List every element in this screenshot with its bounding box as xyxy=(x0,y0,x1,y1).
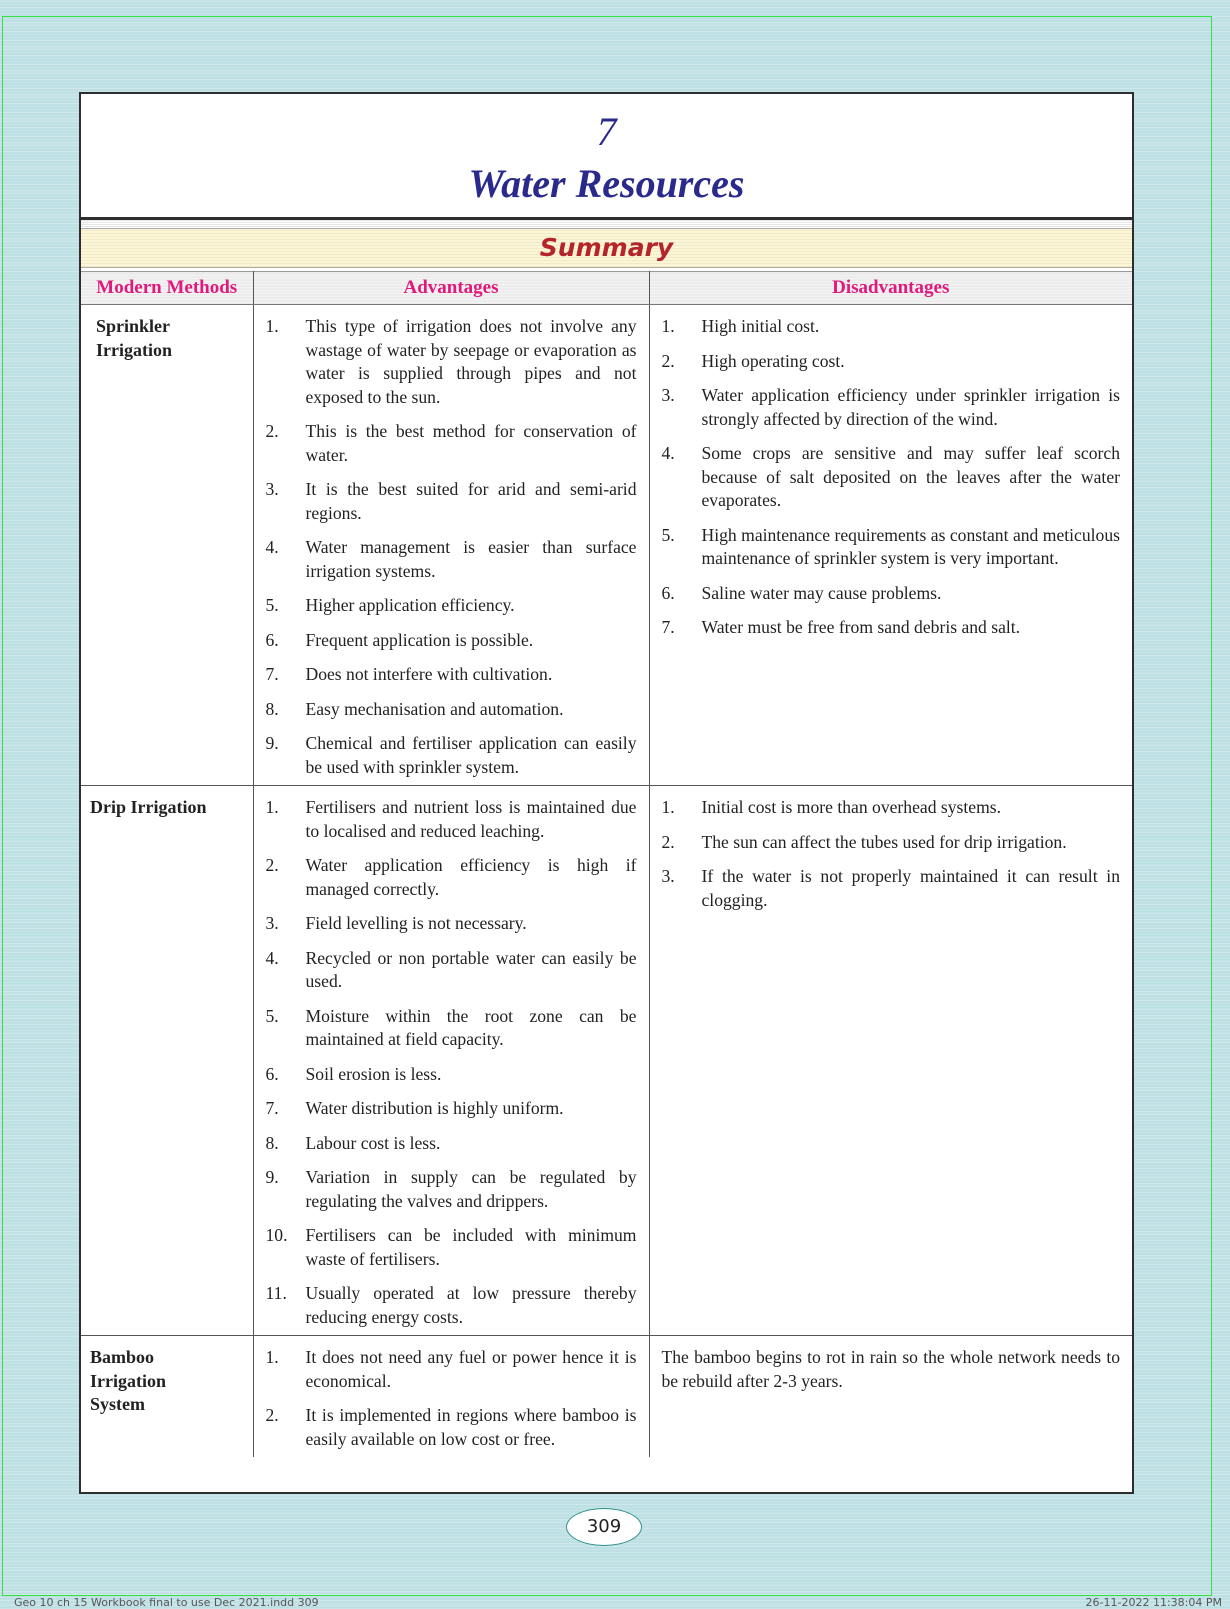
item-text: Does not interfere with cultivation. xyxy=(305,664,553,684)
method-name: Sprinkler Irrigation xyxy=(96,316,172,360)
header-advantages: Advantages xyxy=(253,272,649,305)
footer-file-info: Geo 10 ch 15 Workbook final to use Dec 2021.indd 309 xyxy=(14,1596,319,1609)
advantages-list xyxy=(266,315,637,779)
item-number: 4. xyxy=(265,537,279,557)
item-text: If the water is not properly maintained it can result in clogging. xyxy=(701,866,1120,910)
item-number: 5. xyxy=(265,1005,279,1026)
item-number: 6. xyxy=(661,582,675,603)
header-disadvantages: Disadvantages xyxy=(649,272,1132,305)
chapter-title: Water Resources xyxy=(468,161,745,206)
item-number: 2. xyxy=(661,350,675,371)
advantages-cell xyxy=(253,305,649,786)
advantage-item xyxy=(266,315,637,409)
advantages-cell xyxy=(253,1336,649,1458)
chapter-number: 7 xyxy=(596,109,617,154)
item-text: Frequent application is possible. xyxy=(305,629,534,650)
item-text: Initial cost is more than overhead systems. xyxy=(701,797,1002,817)
item-number: 1. xyxy=(265,316,279,336)
item-number: 6. xyxy=(265,1063,279,1084)
table-header-row xyxy=(81,272,1132,305)
item-number: 5. xyxy=(661,524,675,545)
summary-label: Summary xyxy=(539,233,674,262)
advantage-item xyxy=(266,1404,637,1451)
item-text: Field levelling is not necessary. xyxy=(305,913,527,933)
summary-table-wrapper xyxy=(81,271,1132,1457)
item-text: Moisture within the root zone can be maintained at field capacity. xyxy=(305,1005,637,1049)
advantage-item xyxy=(266,420,637,467)
item-number: 3. xyxy=(661,385,675,405)
item-number: 2. xyxy=(265,1405,279,1425)
item-text: High operating cost. xyxy=(701,350,845,371)
item-text: Higher application efficiency. xyxy=(305,595,515,615)
disadvantages-list xyxy=(662,796,1121,912)
item-text: Fertilisers and nutrient loss is maintained due to localised and reduced leaching. xyxy=(305,797,637,841)
advantage-item xyxy=(266,663,637,687)
summary-banner xyxy=(81,228,1132,268)
item-text: High initial cost. xyxy=(701,316,820,336)
item-text: It does not need any fuel or power hence it is economical. xyxy=(305,1347,637,1391)
advantages-list xyxy=(266,1346,637,1451)
item-number: 7. xyxy=(265,664,279,684)
item-text: Easy mechanisation and automation. xyxy=(305,698,564,719)
item-number: 11. xyxy=(265,1283,287,1303)
item-text: This is the best method for conservation of water. xyxy=(305,421,637,465)
method-cell xyxy=(81,1336,253,1458)
advantage-item xyxy=(266,912,637,936)
item-text: Usually operated at low pressure thereby reducing energy costs. xyxy=(305,1283,637,1327)
item-number: 9. xyxy=(265,1167,279,1187)
item-number: 1. xyxy=(661,797,675,817)
disadvantages-cell xyxy=(649,1336,1132,1458)
advantage-item xyxy=(266,1005,637,1052)
disadvantage-item xyxy=(662,350,1121,374)
advantage-item xyxy=(266,478,637,525)
page-number: 309 xyxy=(566,1508,642,1546)
advantage-item xyxy=(266,594,637,618)
item-text: Water application efficiency is high if managed correctly. xyxy=(305,855,637,899)
footer-timestamp: 26-11-2022 11:38:04 PM xyxy=(1085,1596,1222,1609)
method-cell xyxy=(81,786,253,1336)
header-modern-methods: Modern Methods xyxy=(81,272,253,305)
advantage-item xyxy=(266,732,637,779)
item-number: 1. xyxy=(265,1347,279,1367)
method-name: Bamboo Irrigation System xyxy=(90,1347,166,1414)
item-number: 2. xyxy=(265,421,279,441)
advantage-item xyxy=(266,629,637,653)
disadvantages-text: The bamboo begins to rot in rain so the whole network needs to be rebuild after 2-3 years. xyxy=(661,1347,1120,1391)
item-number: 3. xyxy=(265,479,279,499)
item-text: The sun can affect the tubes used for drip irrigation. xyxy=(701,831,1067,852)
table-row-bamboo xyxy=(81,1336,1132,1458)
item-number: 6. xyxy=(265,629,279,650)
advantage-item xyxy=(266,1282,637,1329)
summary-table xyxy=(81,271,1132,1457)
advantage-item xyxy=(266,1224,637,1271)
method-name: Drip Irrigation xyxy=(90,797,207,817)
item-number: 7. xyxy=(265,1098,279,1118)
item-text: High maintenance requirements as constant and meticulous maintenance of sprinkler system is very important. xyxy=(701,524,1120,568)
item-number: 9. xyxy=(265,733,279,753)
advantage-item xyxy=(266,1166,637,1213)
item-number: 5. xyxy=(265,595,279,615)
item-text: Water distribution is highly uniform. xyxy=(305,1098,564,1118)
advantage-item xyxy=(266,536,637,583)
item-text: Chemical and fertiliser application can easily be used with sprinkler system. xyxy=(305,733,637,777)
item-text: Variation in supply can be regulated by regulating the valves and drippers. xyxy=(305,1167,637,1211)
item-text: Water must be free from sand debris and salt. xyxy=(701,617,1021,637)
advantage-item xyxy=(266,854,637,901)
disadvantage-item xyxy=(662,384,1121,431)
advantage-item xyxy=(266,1063,637,1087)
item-number: 1. xyxy=(661,316,675,336)
item-text: Saline water may cause problems. xyxy=(701,582,942,603)
item-text: It is the best suited for arid and semi-arid regions. xyxy=(305,479,637,523)
advantage-item xyxy=(266,1132,637,1156)
item-number: 3. xyxy=(265,913,279,933)
advantage-item xyxy=(266,1346,637,1393)
disadvantage-item xyxy=(662,315,1121,339)
item-text: This type of irrigation does not involve any wastage of water by seepage or evaporation as water is supplied through pipes and not exposed to the sun. xyxy=(305,316,637,407)
item-text: Recycled or non portable water can easily be used. xyxy=(305,947,637,991)
item-text: Soil erosion is less. xyxy=(305,1063,442,1084)
disadvantage-item xyxy=(662,865,1121,912)
disadvantages-cell xyxy=(649,305,1132,786)
item-text: Water application efficiency under sprinkler irrigation is strongly affected by direction of the wind. xyxy=(701,385,1120,429)
table-row-drip xyxy=(81,786,1132,1336)
item-number: 8. xyxy=(265,698,279,719)
item-number: 10. xyxy=(265,1225,288,1245)
disadvantage-item xyxy=(662,582,1121,606)
item-number: 2. xyxy=(265,855,279,875)
advantage-item xyxy=(266,796,637,843)
disadvantage-item xyxy=(662,831,1121,855)
disadvantage-item xyxy=(662,796,1121,820)
item-number: 4. xyxy=(265,947,279,968)
advantages-cell xyxy=(253,786,649,1336)
disadvantages-list xyxy=(662,315,1121,640)
item-number: 7. xyxy=(661,617,675,637)
advantage-item xyxy=(266,698,637,722)
item-number: 4. xyxy=(661,443,675,463)
disadvantage-item xyxy=(662,442,1121,513)
page-sheet xyxy=(79,92,1134,1494)
item-number: 3. xyxy=(661,866,675,886)
disadvantages-cell xyxy=(649,786,1132,1336)
item-text: Water management is easier than surface irrigation systems. xyxy=(305,537,637,581)
item-text: Some crops are sensitive and may suffer leaf scorch because of salt deposited on the leaves after the water evaporates. xyxy=(701,443,1120,510)
item-text: Fertilisers can be included with minimum waste of fertilisers. xyxy=(305,1225,637,1269)
item-text: It is implemented in regions where bamboo is easily available on low cost or free. xyxy=(305,1405,637,1449)
advantage-item xyxy=(266,947,637,994)
method-cell xyxy=(81,305,253,786)
disadvantage-item xyxy=(662,524,1121,571)
disadvantage-item xyxy=(662,616,1121,640)
advantages-list xyxy=(266,796,637,1329)
table-row-sprinkler xyxy=(81,305,1132,786)
advantage-item xyxy=(266,1097,637,1121)
item-text: Labour cost is less. xyxy=(305,1132,441,1153)
item-number: 1. xyxy=(265,797,279,817)
item-number: 2. xyxy=(661,831,675,852)
item-number: 8. xyxy=(265,1132,279,1153)
